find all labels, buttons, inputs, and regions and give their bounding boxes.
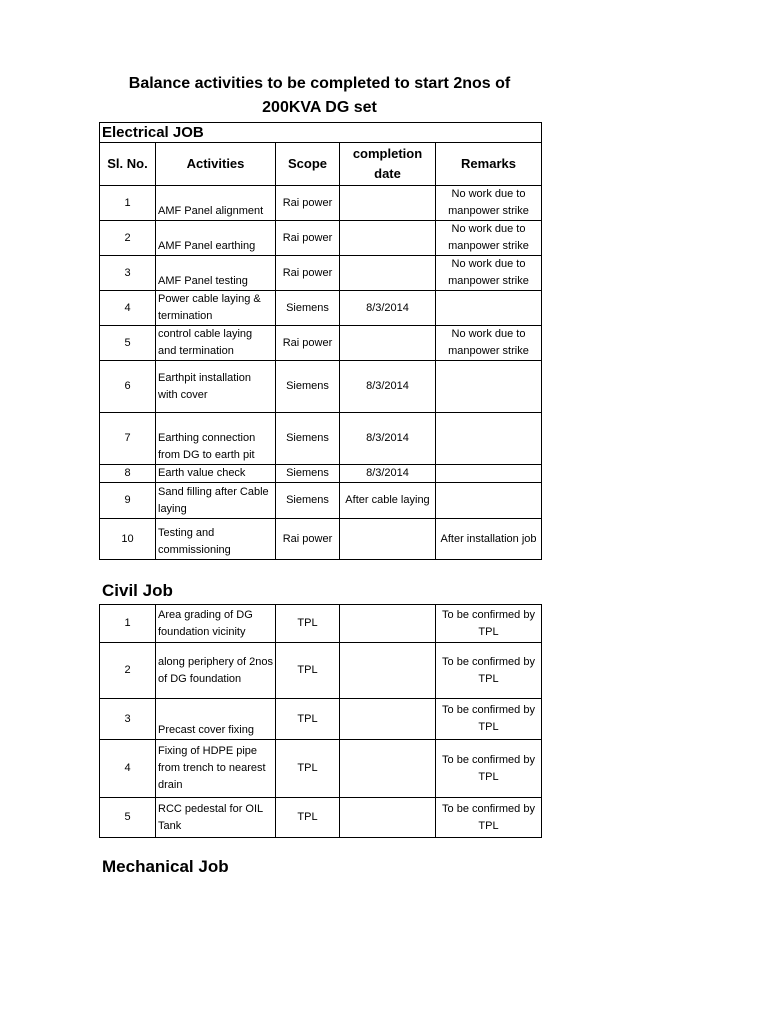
row-date (340, 326, 436, 361)
table-row (100, 483, 542, 519)
row-number: 2 (100, 643, 156, 699)
row-remarks: No work due to manpower strike (436, 326, 542, 361)
row-remarks: No work due to manpower strike (436, 186, 542, 221)
row-scope: TPL (276, 798, 340, 838)
header-activities: Activities (156, 143, 276, 186)
row-remarks: No work due to manpower strike (436, 221, 542, 256)
table-row (100, 643, 542, 699)
row-scope: Siemens (276, 483, 340, 519)
table-row (100, 361, 542, 413)
row-number: 5 (100, 326, 156, 361)
row-remarks (436, 465, 542, 483)
table-row (100, 605, 542, 643)
row-number: 4 (100, 291, 156, 326)
row-activity: AMF Panel alignment (156, 186, 276, 221)
row-scope: TPL (276, 740, 340, 798)
header-remarks: Remarks (436, 143, 542, 186)
header-completion-date: completion date (340, 143, 436, 186)
row-remarks: To be confirmed by TPL (436, 605, 542, 643)
row-scope: Rai power (276, 256, 340, 291)
table-row (100, 465, 542, 483)
row-remarks: No work due to manpower strike (436, 256, 542, 291)
table-row (100, 740, 542, 798)
row-date (340, 186, 436, 221)
header-sl-no: Sl. No. (100, 143, 156, 186)
row-number: 8 (100, 465, 156, 483)
table-row (100, 519, 542, 560)
section-title-electrical: Electrical JOB (100, 123, 542, 143)
row-scope: Rai power (276, 186, 340, 221)
row-remarks: After installation job (436, 519, 542, 560)
row-scope: Rai power (276, 326, 340, 361)
row-date (340, 256, 436, 291)
row-activity: Earth value check (156, 465, 276, 483)
row-activity: Earthpit installation with cover (156, 361, 276, 413)
row-scope: Siemens (276, 361, 340, 413)
mechanical-job-heading: Mechanical Job (102, 857, 229, 876)
row-remarks (436, 413, 542, 465)
row-number: 3 (100, 256, 156, 291)
row-number: 6 (100, 361, 156, 413)
row-scope: TPL (276, 643, 340, 699)
header-scope: Scope (276, 143, 340, 186)
table-row (100, 326, 542, 361)
row-date: 8/3/2014 (340, 291, 436, 326)
table-row (100, 699, 542, 740)
table-row (100, 256, 542, 291)
row-activity: Testing and commissioning (156, 519, 276, 560)
table-header-row (100, 143, 542, 186)
row-number: 10 (100, 519, 156, 560)
table-row (100, 413, 542, 465)
row-number: 2 (100, 221, 156, 256)
row-remarks: To be confirmed by TPL (436, 740, 542, 798)
row-number: 5 (100, 798, 156, 838)
row-date (340, 740, 436, 798)
row-date (340, 798, 436, 838)
document-title-line1: Balance activities to be completed to start 2nos of (128, 75, 511, 92)
row-scope: Siemens (276, 291, 340, 326)
row-activity: Fixing of HDPE pipe from trench to nearest drain (156, 740, 276, 798)
row-date (340, 519, 436, 560)
row-scope: Rai power (276, 519, 340, 560)
row-scope: TPL (276, 605, 340, 643)
row-remarks: To be confirmed by TPL (436, 699, 542, 740)
row-date: 8/3/2014 (340, 413, 436, 465)
row-scope: Siemens (276, 413, 340, 465)
table-row (100, 291, 542, 326)
row-scope: Rai power (276, 221, 340, 256)
row-activity: AMF Panel testing (156, 256, 276, 291)
row-date (340, 643, 436, 699)
row-activity: Earthing connection from DG to earth pit (156, 413, 276, 465)
table-row (100, 798, 542, 838)
row-date (340, 605, 436, 643)
row-remarks (436, 291, 542, 326)
row-date (340, 221, 436, 256)
table-row (100, 221, 542, 256)
row-scope: Siemens (276, 465, 340, 483)
row-scope: TPL (276, 699, 340, 740)
row-activity: Power cable laying & termination (156, 291, 276, 326)
civil-job-table (99, 604, 542, 838)
row-date: 8/3/2014 (340, 465, 436, 483)
row-date: 8/3/2014 (340, 361, 436, 413)
document-title-line2: 200KVA DG set (262, 99, 377, 116)
row-remarks (436, 361, 542, 413)
row-number: 7 (100, 413, 156, 465)
row-date (340, 699, 436, 740)
row-number: 3 (100, 699, 156, 740)
row-number: 1 (100, 605, 156, 643)
row-date: After cable laying (340, 483, 436, 519)
row-activity: along periphery of 2nos of DG foundation (156, 643, 276, 699)
civil-job-heading: Civil Job (102, 581, 173, 600)
row-remarks: To be confirmed by TPL (436, 798, 542, 838)
row-activity: AMF Panel earthing (156, 221, 276, 256)
row-remarks: To be confirmed by TPL (436, 643, 542, 699)
row-remarks (436, 483, 542, 519)
row-number: 1 (100, 186, 156, 221)
electrical-job-table (99, 122, 542, 560)
row-activity: Sand filling after Cable laying (156, 483, 276, 519)
row-activity: RCC pedestal for OIL Tank (156, 798, 276, 838)
row-activity: Precast cover fixing (156, 699, 276, 740)
table-row (100, 186, 542, 221)
row-number: 9 (100, 483, 156, 519)
row-activity: control cable laying and termination (156, 326, 276, 361)
row-activity: Area grading of DG foundation vicinity (156, 605, 276, 643)
row-number: 4 (100, 740, 156, 798)
